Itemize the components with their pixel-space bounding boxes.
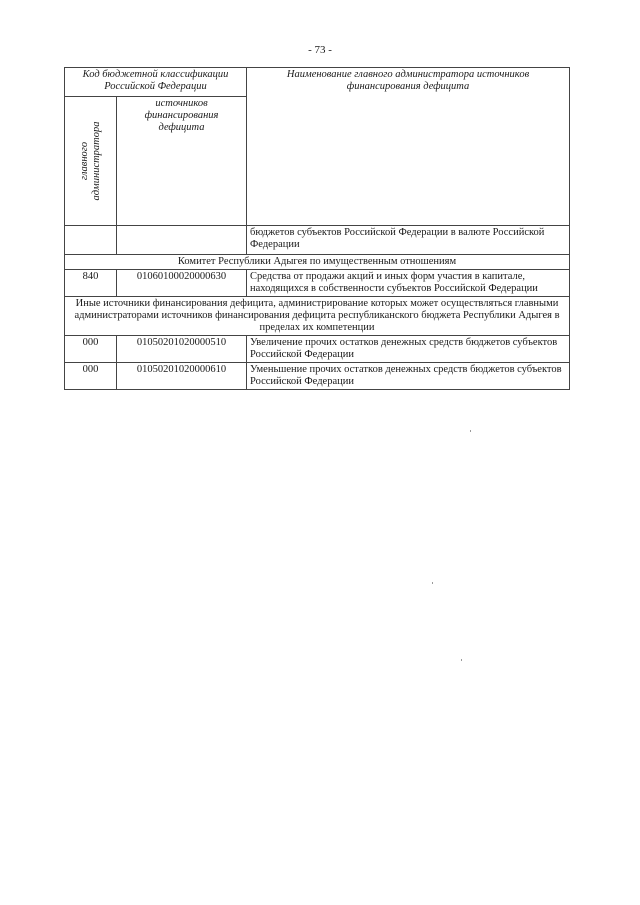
section-row [65,255,570,270]
table-row [65,336,570,363]
name-cell: Увеличение прочих остатков денежных средств бюджетов субъектов Российской Федерации [247,336,570,363]
header-group-title: Код бюджетной классификации Российской Федерации [65,68,247,97]
scan-speck [432,582,433,584]
source-code-cell: 01060100020000630 [117,270,247,297]
source-code-cell: 01050201020000610 [117,363,247,390]
scan-speck [461,659,462,661]
name-cell: Средства от продажи акций и иных форм участия в капитале, находящихся в собственности субъектов Российской Федерации [247,270,570,297]
budget-classification-table [64,67,570,390]
source-code-cell: 01050201020000510 [117,336,247,363]
admin-code-cell: 000 [65,336,117,363]
header-admin-name: Наименование главного администратора источников финансирования дефицита [247,68,570,226]
table-row [65,270,570,297]
header-admin-code-label: главного администратора [78,121,102,201]
section-title: Иные источники финансирования дефицита, администрирование которых может осуществляться главными администраторами источников финансирования дефицита республиканского бюджета Республики Адыгея в пределах их компетенции [65,297,570,336]
header-admin-code [65,97,117,226]
admin-code-cell [65,226,117,255]
header-source-code: источников финансирования дефицита [117,97,247,226]
table-header-row [65,68,570,97]
section-title: Комитет Республики Адыгея по имущественным отношениям [65,255,570,270]
source-code-cell [117,226,247,255]
section-row [65,297,570,336]
page-number: - 73 - [308,44,332,56]
admin-code-cell: 840 [65,270,117,297]
admin-code-cell: 000 [65,363,117,390]
scan-speck [470,430,471,432]
table-row [65,363,570,390]
name-cell: Уменьшение прочих остатков денежных средств бюджетов субъектов Российской Федерации [247,363,570,390]
name-cell: бюджетов субъектов Российской Федерации в валюте Российской Федерации [247,226,570,255]
table-row [65,226,570,255]
